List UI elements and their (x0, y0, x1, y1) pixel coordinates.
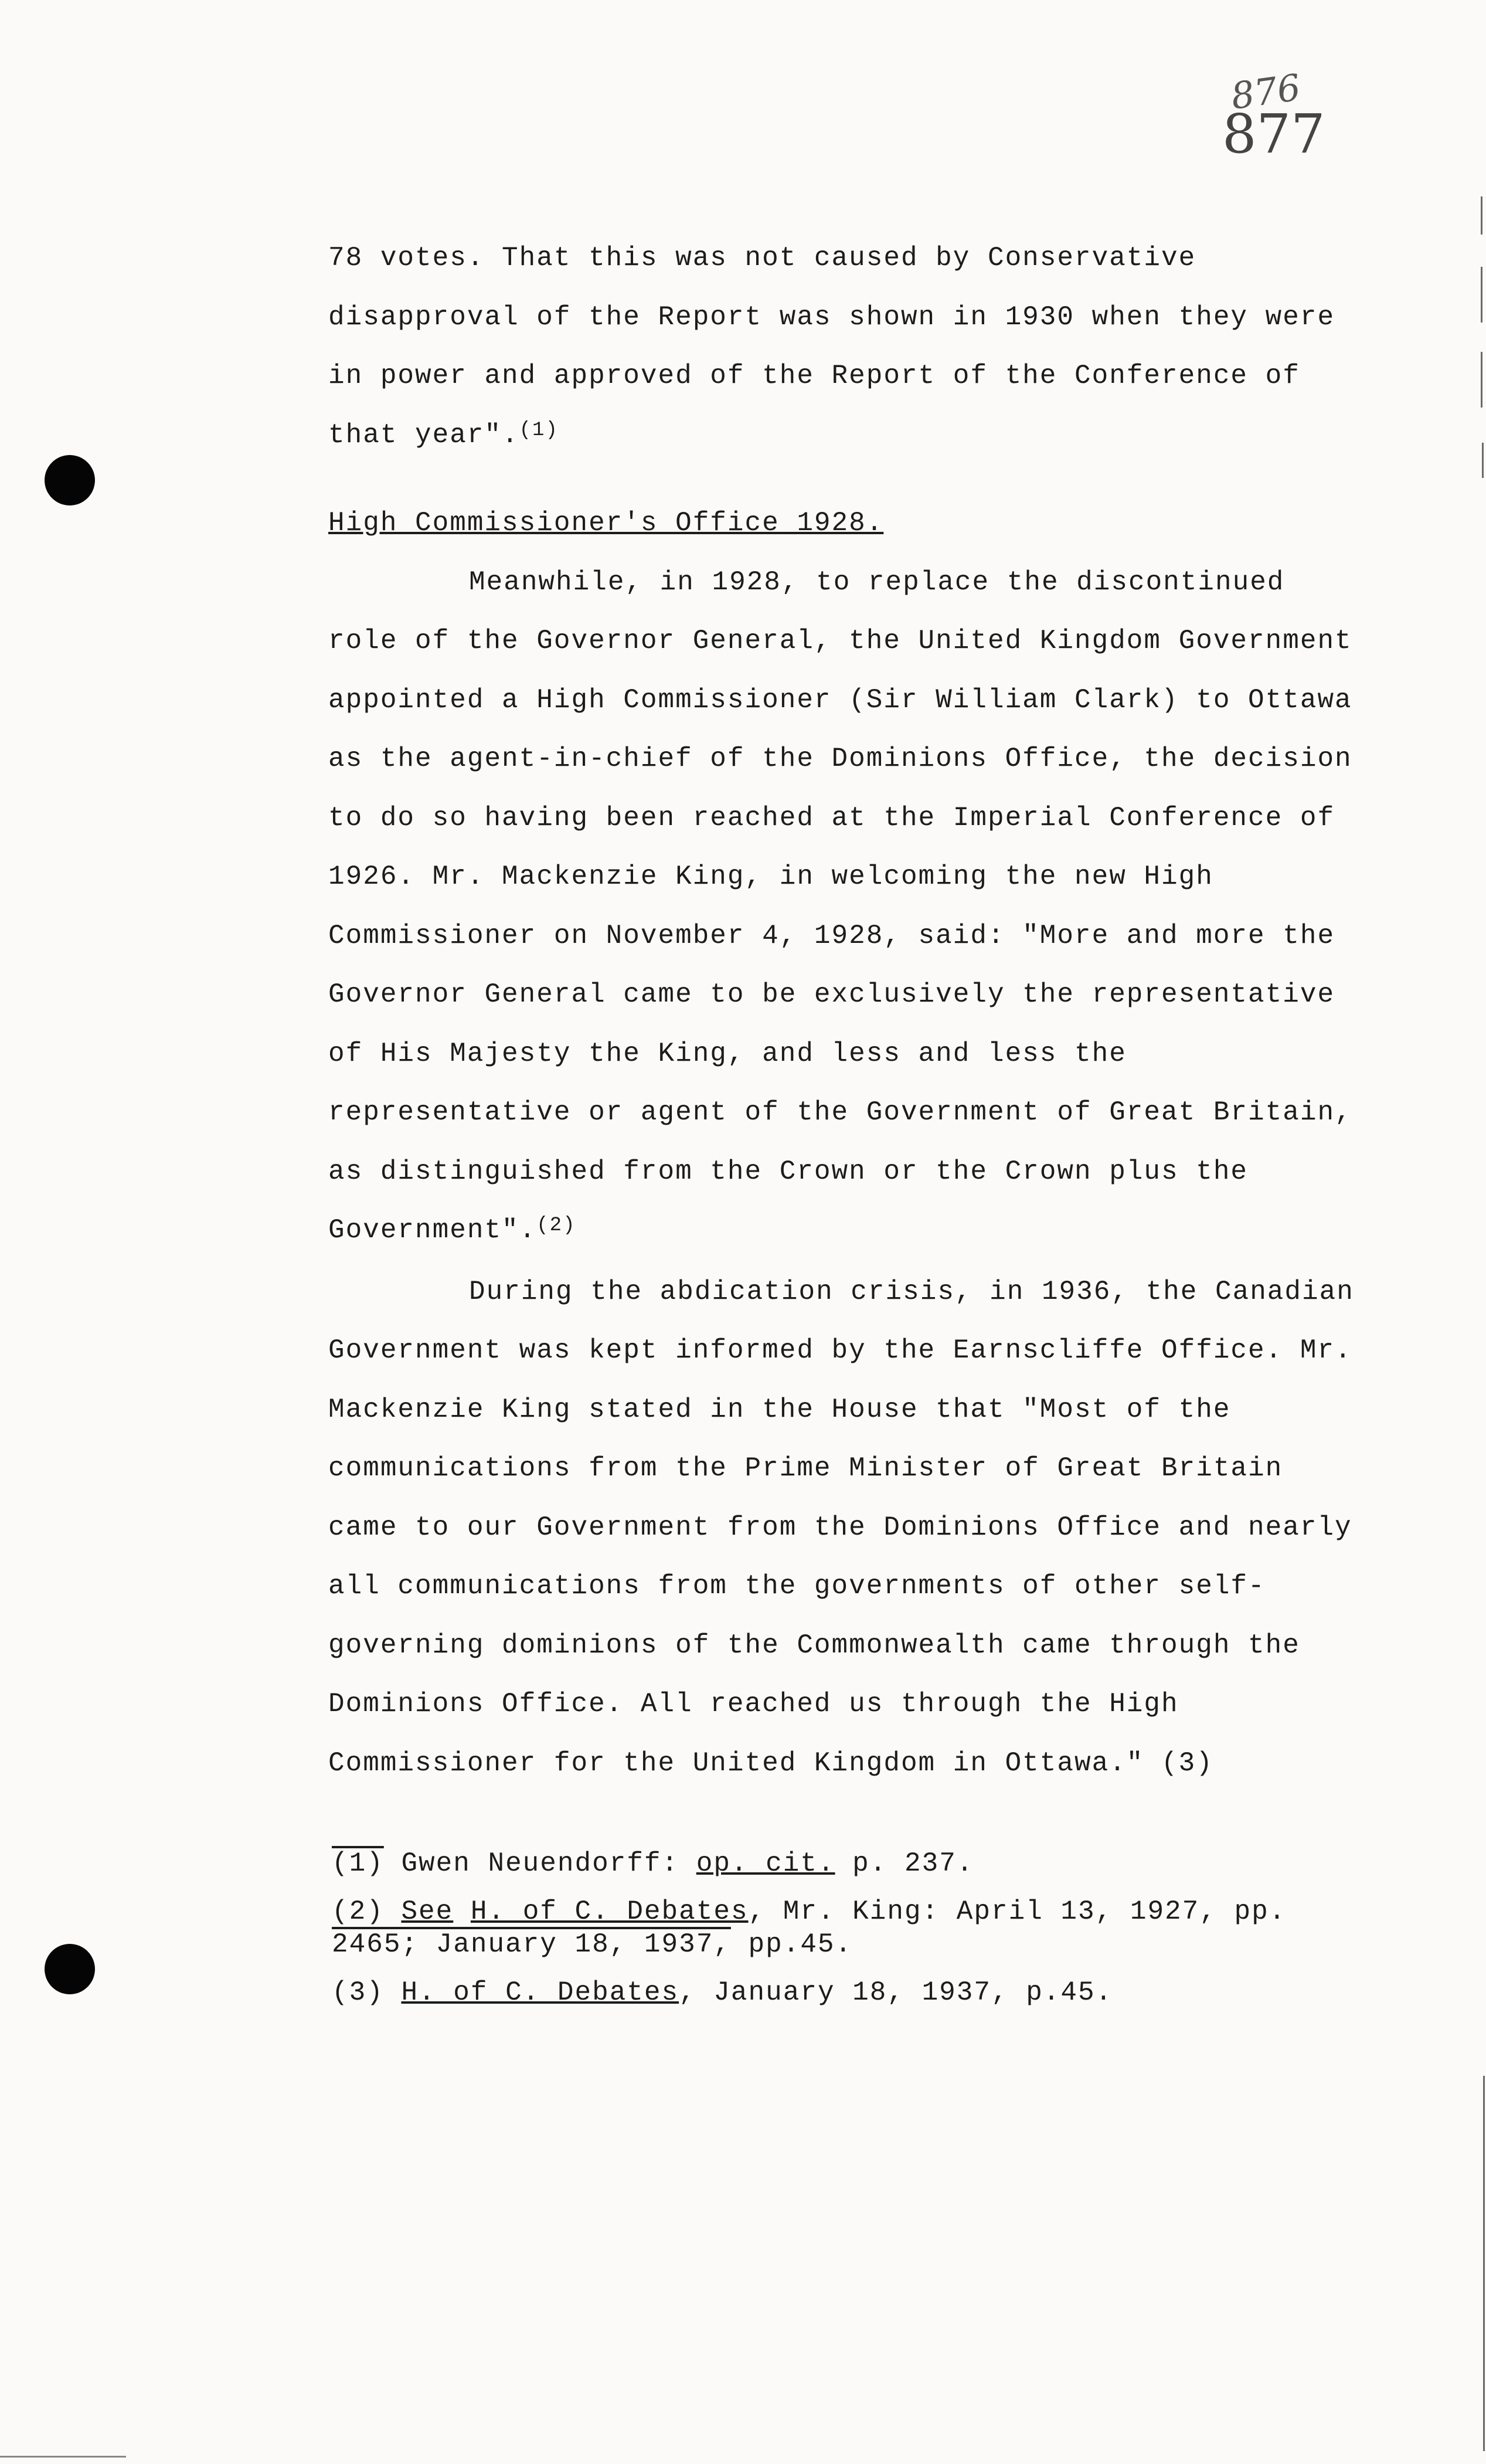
scan-bottom-rule (0, 2456, 126, 2458)
footnote-ref-3: (3) (1161, 1747, 1213, 1779)
footnote-3: (3) H. of C. Debates, January 18, 1937, p.45. (332, 1977, 1113, 2008)
scan-edge-mark (1483, 2076, 1485, 2451)
scan-edge-mark (1481, 196, 1482, 235)
punch-hole-top (45, 455, 95, 505)
handwritten-page-number: 877 (1222, 103, 1325, 165)
scan-edge-mark (1482, 443, 1484, 478)
paragraph-1: 78 votes. That this was not caused by Conservative disapproval of the Report was shown in 1930 when they were in power and approved of the Report of the Conference of that year".$^{(1)}$ (328, 243, 1335, 450)
footnote-1: (1) Gwen Neuendorff: op. cit. p. 237. (332, 1848, 974, 1879)
paragraph-2: Meanwhile, in 1928, to replace the discontinued role of the Governor General, the United Kingdom Government appointed a High Commissioner (Sir William Clark) to Ottawa as the agent-in-chief of the Dominions Office, the decision to do so having been reached at the Imperial Conference of 1926. Mr. Mackenzie King, in welcoming the new High Commissioner on November 4, 1928, said: "More and more the Governor General came to be exclusively the representative of His Majesty the King, and less and less the representative or agent of the Government of Great Britain, as distinguished from the Crown or the Crown plus the Government".$^{(2)}$ (328, 566, 1352, 1245)
scan-edge-mark (1481, 352, 1482, 408)
footnote-ref-2: (2) (536, 1214, 576, 1237)
scan-edge-mark (1481, 267, 1482, 323)
paragraph-3: During the abdication crisis, in 1936, the Canadian Government was kept informed by the Earnscliffe Office. Mr. Mackenzie King stated in the House that "Most of the communications from the Prime Minister of Great Britain came to our Government from the Dominions Office and nearly all communications from the governments of other self-governing dominions of the Commonwealth came through the Dominions Office. All reached us through the High Commissioner for the United Kingdom in Ottawa." (3) (328, 1276, 1354, 1779)
section-heading: High Commissioner's Office 1928. (328, 508, 884, 538)
footnote-ref-1: (1) (519, 419, 559, 442)
document-body (328, 229, 1360, 1793)
handwritten-page-number-old: 876 (1228, 66, 1303, 118)
footnotes (332, 1847, 1363, 2024)
punch-hole-bottom (45, 1944, 95, 1994)
footnote-2: (2) See H. of C. Debates, Mr. King: April 13, 1927, pp. 2465; January 18, 1937, pp.45. (332, 1896, 1287, 1960)
